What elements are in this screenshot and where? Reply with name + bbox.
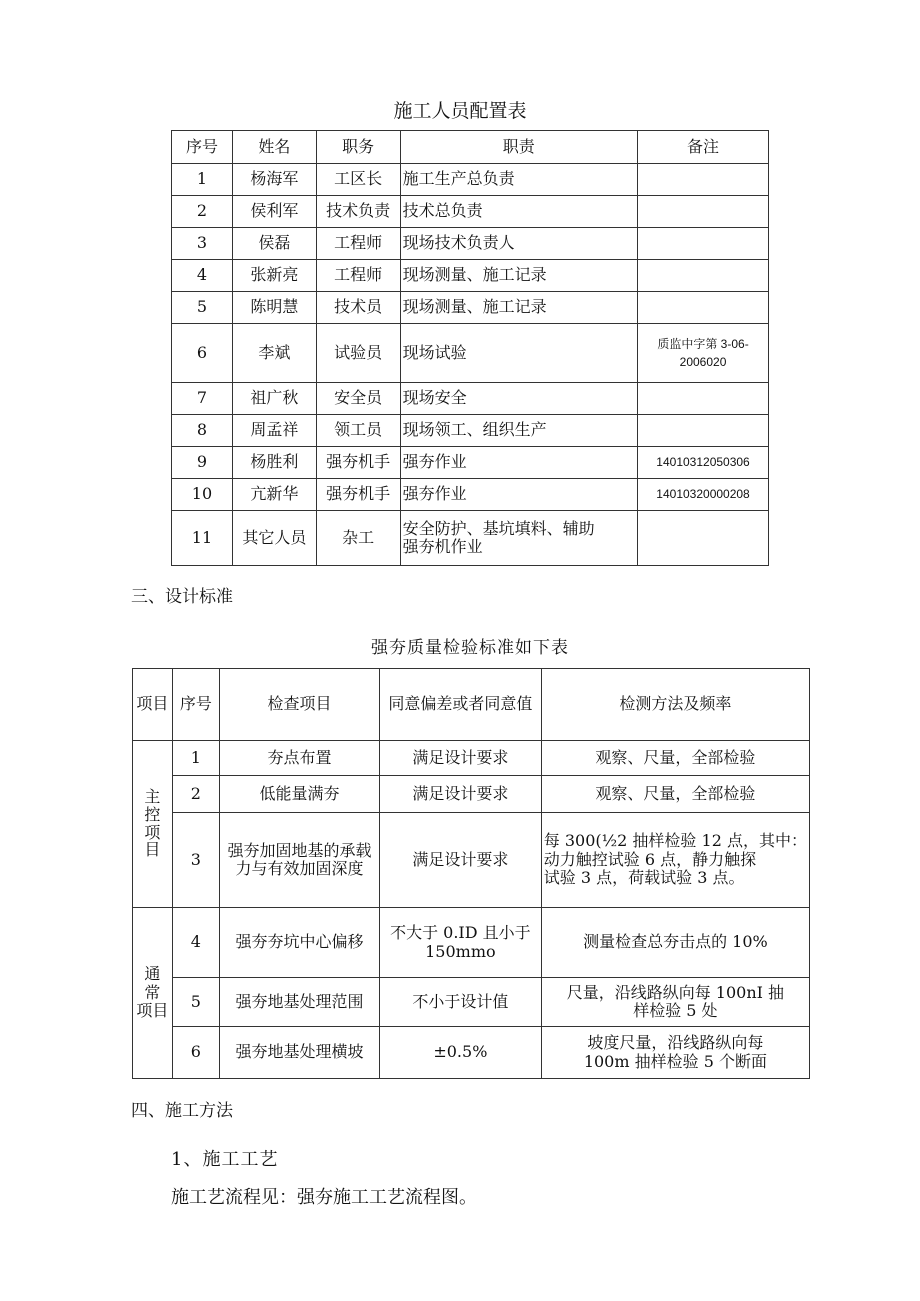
staff-table-title: 施工人员配置表 <box>393 100 527 122</box>
header-cell: 序号 <box>172 669 219 741</box>
cell-name: 侯磊 <box>232 228 316 260</box>
table-row <box>133 813 810 908</box>
cell-no: 4 <box>172 260 233 292</box>
cell-item: 低能量满夯 <box>219 776 379 813</box>
table-header-row <box>133 669 810 741</box>
table-row <box>172 196 769 228</box>
cell-tolerance: 满足设计要求 <box>379 776 541 813</box>
table-row <box>172 260 769 292</box>
header-cell: 备注 <box>638 131 769 164</box>
cell-note: 14010312050306 <box>638 447 769 479</box>
table-row <box>172 292 769 324</box>
table-row <box>133 1027 810 1079</box>
cell-name: 杨胜利 <box>232 447 316 479</box>
cell-note <box>638 292 769 324</box>
cell-duty: 现场领工、组织生产 <box>400 415 637 447</box>
cell-method <box>541 978 809 1027</box>
cell-no: 6 <box>172 324 233 383</box>
cell-no: 1 <box>172 741 219 776</box>
group-line: 通 常 <box>144 964 161 1002</box>
cell-method: 观察、尺量，全部检验 <box>541 741 809 776</box>
table-row <box>133 908 810 978</box>
cell-tolerance: 满足设计要求 <box>379 813 541 908</box>
table-row <box>133 978 810 1027</box>
header-cell: 职务 <box>316 131 400 164</box>
table-row <box>172 324 769 383</box>
table-row <box>172 383 769 415</box>
cell-duty: 现场试验 <box>400 324 637 383</box>
cell-no: 7 <box>172 383 233 415</box>
cell-name: 亢新华 <box>232 479 316 511</box>
subsection-heading: 1、施工工艺 <box>171 1149 279 1170</box>
method-line: 试验 3 点，荷载试验 3 点。 <box>543 868 745 888</box>
cell-duty: 现场测量、施工记录 <box>400 260 637 292</box>
cell-item: 夯点布置 <box>219 741 379 776</box>
header-cell: 职责 <box>400 131 637 164</box>
cell-no: 9 <box>172 447 233 479</box>
cell-note <box>638 511 769 566</box>
cell-tolerance: 不小于设计值 <box>379 978 541 1027</box>
table-header-row <box>172 131 769 164</box>
method-line: 100m 抽样检验 5 个断面 <box>583 1051 767 1071</box>
staff-table <box>171 130 769 566</box>
header-cell: 项目 <box>133 669 173 741</box>
cell-no: 1 <box>172 164 233 196</box>
cell-item: 强夯地基处理横坡 <box>219 1027 379 1079</box>
cell-no: 6 <box>172 1027 219 1079</box>
cell-position: 技术员 <box>316 292 400 324</box>
cell-no: 8 <box>172 415 233 447</box>
cell-name: 杨海军 <box>232 164 316 196</box>
cell-no: 5 <box>172 978 219 1027</box>
cell-item: 强夯地基处理范围 <box>219 978 379 1027</box>
cell-item: 强夯夯坑中心偏移 <box>219 908 379 978</box>
table-row <box>172 415 769 447</box>
cell-duty <box>400 511 637 566</box>
header-cell: 姓名 <box>232 131 316 164</box>
cell-position: 强夯机手 <box>316 479 400 511</box>
cell-position: 技术负责 <box>316 196 400 228</box>
group-char: 主 <box>144 787 161 807</box>
method-line: 样检验 5 处 <box>633 1001 718 1020</box>
cell-method: 观察、尺量，全部检验 <box>541 776 809 813</box>
cell-duty: 现场技术负责人 <box>400 228 637 260</box>
method-line: 尺量，沿线路纵向每 100nI 抽 <box>566 982 785 1002</box>
group-main-control <box>133 741 173 908</box>
cell-duty: 技术总负责 <box>400 196 637 228</box>
quality-table-title: 强夯质量检验标准如下表 <box>371 638 569 658</box>
table-row <box>172 511 769 566</box>
cell-no: 5 <box>172 292 233 324</box>
cell-no: 11 <box>172 511 233 566</box>
item-line: 强夯加固地基的承载 <box>227 840 372 860</box>
cell-note <box>638 228 769 260</box>
cell-no: 4 <box>172 908 219 978</box>
cell-no: 3 <box>172 228 233 260</box>
cell-note <box>638 260 769 292</box>
cell-no: 2 <box>172 776 219 813</box>
group-char: 项 <box>144 822 161 842</box>
group-char: 目 <box>144 840 161 860</box>
cell-no: 2 <box>172 196 233 228</box>
cell-position: 安全员 <box>316 383 400 415</box>
duty-line: 安全防护、基坑填料、辅助 <box>402 518 595 538</box>
table-row <box>172 447 769 479</box>
cell-position: 试验员 <box>316 324 400 383</box>
cell-tolerance: 满足设计要求 <box>379 741 541 776</box>
cell-duty: 现场安全 <box>400 383 637 415</box>
cell-duty: 强夯作业 <box>400 447 637 479</box>
method-line: 每 300(½2 抽样检验 12 点，其中： <box>543 831 807 851</box>
cell-note <box>638 324 769 383</box>
cell-name: 侯利军 <box>232 196 316 228</box>
cell-tolerance <box>379 908 541 978</box>
method-line: 动力触控试验 6 点，静力触探 <box>543 849 757 869</box>
cell-name: 其它人员 <box>232 511 316 566</box>
cell-duty: 现场测量、施工记录 <box>400 292 637 324</box>
cell-tolerance: ±0.5% <box>379 1027 541 1079</box>
header-cell: 序号 <box>172 131 233 164</box>
cell-position: 工程师 <box>316 228 400 260</box>
group-char: 控 <box>144 805 161 824</box>
cell-position: 杂工 <box>316 511 400 566</box>
tolerance-line: 不大于 0.ID 且小于 <box>390 923 531 943</box>
table-row <box>172 164 769 196</box>
tolerance-line: 150mmo <box>425 941 496 961</box>
section-three-heading: 三、设计标准 <box>131 587 233 607</box>
cell-position: 强夯机手 <box>316 447 400 479</box>
group-general <box>133 908 173 1079</box>
header-cell: 检查项目 <box>219 669 379 741</box>
cell-note: 14010320000208 <box>638 479 769 511</box>
cell-note <box>638 383 769 415</box>
method-line: 坡度尺量，沿线路纵向每 <box>587 1033 764 1053</box>
cell-name: 陈明慧 <box>232 292 316 324</box>
cell-position: 领工员 <box>316 415 400 447</box>
section-four-heading: 四、施工方法 <box>131 1101 233 1121</box>
cell-name: 周孟祥 <box>232 415 316 447</box>
cell-name: 李斌 <box>232 324 316 383</box>
cell-method: 测量检查总夯击点的 10% <box>541 908 809 978</box>
cell-no: 10 <box>172 479 233 511</box>
cell-note <box>638 196 769 228</box>
table-row <box>172 479 769 511</box>
group-line: 项目 <box>136 1001 169 1021</box>
cell-position: 工区长 <box>316 164 400 196</box>
table-row <box>172 228 769 260</box>
duty-line: 强夯机作业 <box>402 537 483 556</box>
note-line: 2006020 <box>679 355 727 369</box>
header-cell: 同意偏差或者同意值 <box>379 669 541 741</box>
cell-name: 祖广秋 <box>232 383 316 415</box>
cell-note <box>638 164 769 196</box>
item-line: 力与有效加固深度 <box>235 859 364 878</box>
header-cell: 检测方法及频率 <box>541 669 809 741</box>
cell-method <box>541 1027 809 1079</box>
cell-position: 工程师 <box>316 260 400 292</box>
cell-method <box>541 813 809 908</box>
cell-name: 张新亮 <box>232 260 316 292</box>
table-row <box>133 776 810 813</box>
quality-table <box>132 668 810 1079</box>
cell-note <box>638 415 769 447</box>
cell-duty: 施工生产总负责 <box>400 164 637 196</box>
cell-item <box>219 813 379 908</box>
cell-duty: 强夯作业 <box>400 479 637 511</box>
table-row <box>133 741 810 776</box>
paragraph: 施工艺流程见：强夯施工工艺流程图。 <box>171 1187 477 1208</box>
note-line: 质监中字第 3-06- <box>657 337 749 351</box>
cell-no: 3 <box>172 813 219 908</box>
